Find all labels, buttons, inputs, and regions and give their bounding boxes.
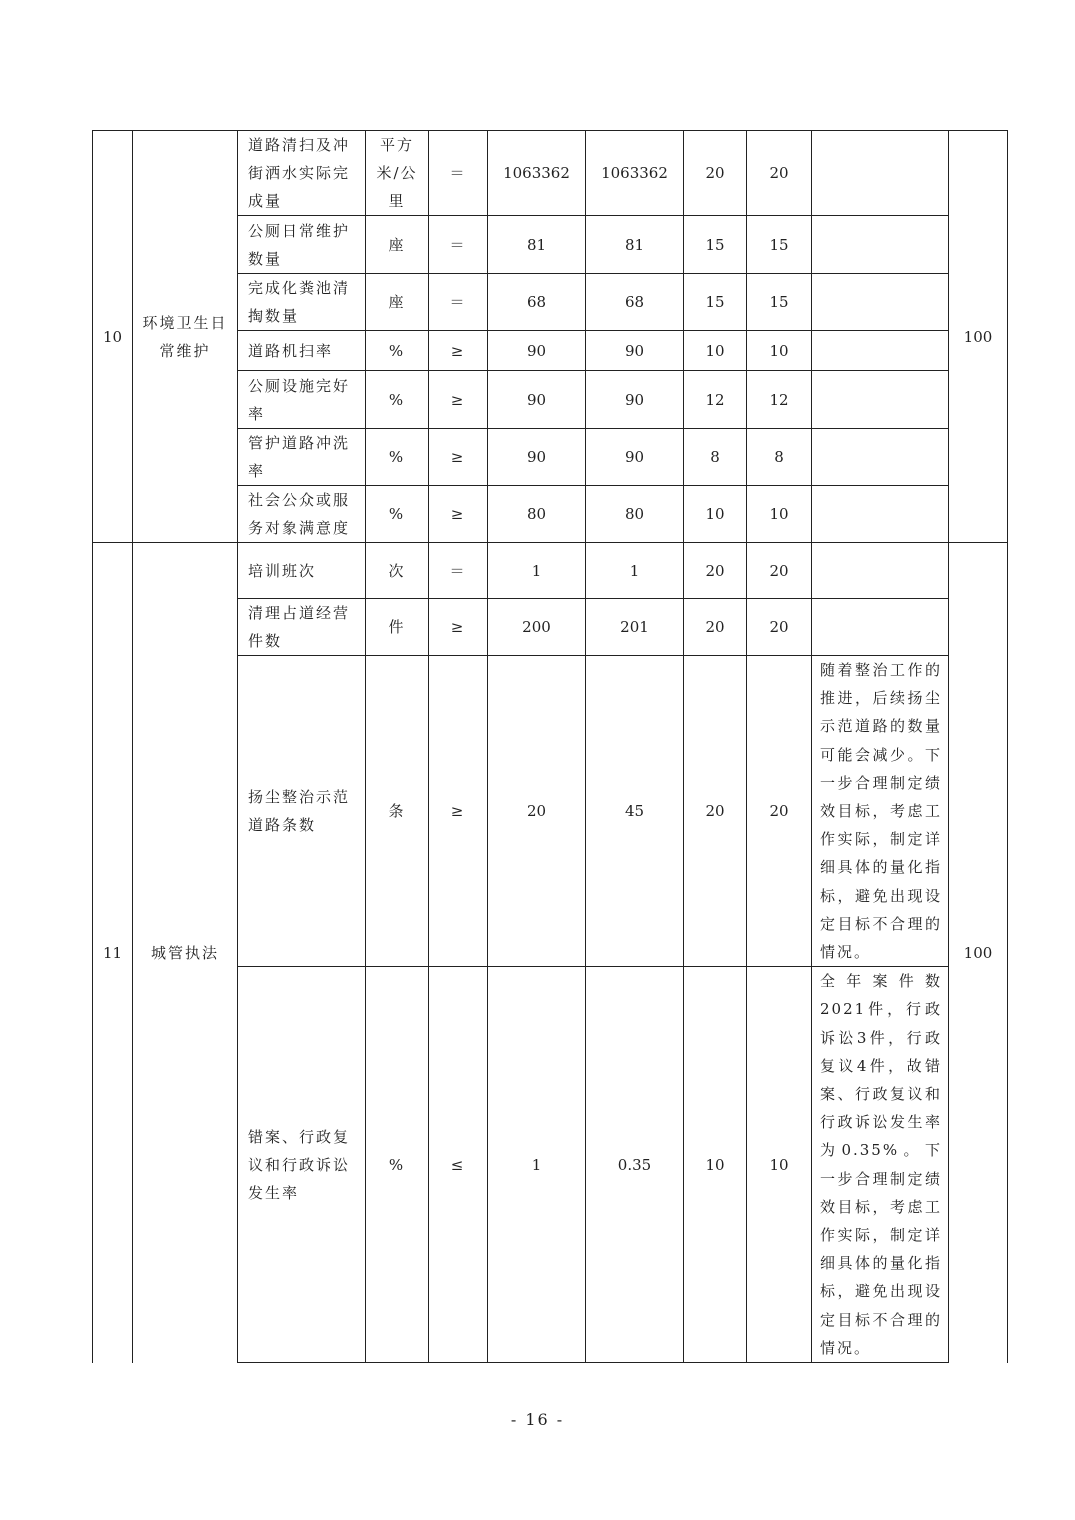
target-value: 1 xyxy=(488,967,586,1363)
unit: 座 xyxy=(366,274,429,331)
remark xyxy=(812,274,949,331)
score: 20 xyxy=(747,599,812,656)
actual-value: 68 xyxy=(586,274,684,331)
indicator-name: 道路清扫及冲街洒水实际完成量 xyxy=(238,131,366,216)
group-number: 11 xyxy=(93,543,133,1363)
weight: 15 xyxy=(684,216,747,274)
score: 20 xyxy=(747,656,812,967)
operator: ＝ xyxy=(429,543,488,599)
operator: ＝ xyxy=(429,274,488,331)
project-name: 环境卫生日常维护 xyxy=(133,131,238,543)
weight: 10 xyxy=(684,486,747,543)
operator: ≥ xyxy=(429,331,488,371)
target-value: 90 xyxy=(488,371,586,429)
unit: % xyxy=(366,429,429,486)
score: 8 xyxy=(747,429,812,486)
weight: 10 xyxy=(684,967,747,1363)
remark xyxy=(812,371,949,429)
actual-value: 81 xyxy=(586,216,684,274)
actual-value: 90 xyxy=(586,371,684,429)
total-score: 100 xyxy=(949,131,1008,543)
remark xyxy=(812,486,949,543)
project-name: 城管执法 xyxy=(133,543,238,1363)
score: 20 xyxy=(747,543,812,599)
unit: 座 xyxy=(366,216,429,274)
page-number: - 16 - xyxy=(510,1410,565,1429)
weight: 8 xyxy=(684,429,747,486)
target-value: 80 xyxy=(488,486,586,543)
indicator-name: 公厕设施完好率 xyxy=(238,371,366,429)
weight: 20 xyxy=(684,131,747,216)
weight: 20 xyxy=(684,543,747,599)
weight: 20 xyxy=(684,599,747,656)
indicator-name: 完成化粪池清掏数量 xyxy=(238,274,366,331)
actual-value: 45 xyxy=(586,656,684,967)
indicator-name: 社会公众或服务对象满意度 xyxy=(238,486,366,543)
remark xyxy=(812,429,949,486)
score: 15 xyxy=(747,216,812,274)
actual-value: 0.35 xyxy=(586,967,684,1363)
table-row xyxy=(93,543,1008,599)
score: 15 xyxy=(747,274,812,331)
actual-value: 1 xyxy=(586,543,684,599)
operator: ≥ xyxy=(429,429,488,486)
weight: 15 xyxy=(684,274,747,331)
unit: 平方米/公里 xyxy=(366,131,429,216)
operator: ≤ xyxy=(429,967,488,1363)
remark: 随着整治工作的推进，后续扬尘示范道路的数量可能会减少。下一步合理制定绩效目标，考虑工作实际，制定详细具体的量化指标，避免出现设定目标不合理的情况。 xyxy=(812,656,949,967)
indicator-name: 道路机扫率 xyxy=(238,331,366,371)
remark xyxy=(812,216,949,274)
operator: ≥ xyxy=(429,599,488,656)
performance-table xyxy=(92,130,1008,1363)
target-value: 1063362 xyxy=(488,131,586,216)
weight: 12 xyxy=(684,371,747,429)
actual-value: 80 xyxy=(586,486,684,543)
target-value: 20 xyxy=(488,656,586,967)
unit: % xyxy=(366,371,429,429)
operator: ＝ xyxy=(429,131,488,216)
total-score: 100 xyxy=(949,543,1008,1363)
unit: 次 xyxy=(366,543,429,599)
score: 12 xyxy=(747,371,812,429)
remark xyxy=(812,331,949,371)
score: 20 xyxy=(747,131,812,216)
remark xyxy=(812,599,949,656)
unit: 条 xyxy=(366,656,429,967)
indicator-name: 清理占道经营件数 xyxy=(238,599,366,656)
score: 10 xyxy=(747,486,812,543)
indicator-name: 错案、行政复议和行政诉讼发生率 xyxy=(238,967,366,1363)
operator: ≥ xyxy=(429,371,488,429)
remark: 全年案件数2021件，行政诉讼3件，行政复议4件，故错案、行政复议和行政诉讼发生率为0.35%。下一步合理制定绩效目标，考虑工作实际，制定详细具体的量化指标，避免出现设定目标不合理的情况。 xyxy=(812,967,949,1363)
target-value: 90 xyxy=(488,331,586,371)
indicator-name: 扬尘整治示范道路条数 xyxy=(238,656,366,967)
unit: 件 xyxy=(366,599,429,656)
indicator-name: 管护道路冲洗率 xyxy=(238,429,366,486)
operator: ＝ xyxy=(429,216,488,274)
weight: 20 xyxy=(684,656,747,967)
weight: 10 xyxy=(684,331,747,371)
actual-value: 1063362 xyxy=(586,131,684,216)
target-value: 90 xyxy=(488,429,586,486)
actual-value: 90 xyxy=(586,429,684,486)
target-value: 68 xyxy=(488,274,586,331)
remark xyxy=(812,131,949,216)
operator: ≥ xyxy=(429,656,488,967)
score: 10 xyxy=(747,967,812,1363)
table-row xyxy=(93,131,1008,216)
unit: % xyxy=(366,331,429,371)
target-value: 81 xyxy=(488,216,586,274)
score: 10 xyxy=(747,331,812,371)
operator: ≥ xyxy=(429,486,488,543)
unit: % xyxy=(366,486,429,543)
indicator-name: 公厕日常维护数量 xyxy=(238,216,366,274)
remark xyxy=(812,543,949,599)
group-number: 10 xyxy=(93,131,133,543)
unit: % xyxy=(366,967,429,1363)
actual-value: 90 xyxy=(586,331,684,371)
indicator-name: 培训班次 xyxy=(238,543,366,599)
actual-value: 201 xyxy=(586,599,684,656)
target-value: 200 xyxy=(488,599,586,656)
target-value: 1 xyxy=(488,543,586,599)
